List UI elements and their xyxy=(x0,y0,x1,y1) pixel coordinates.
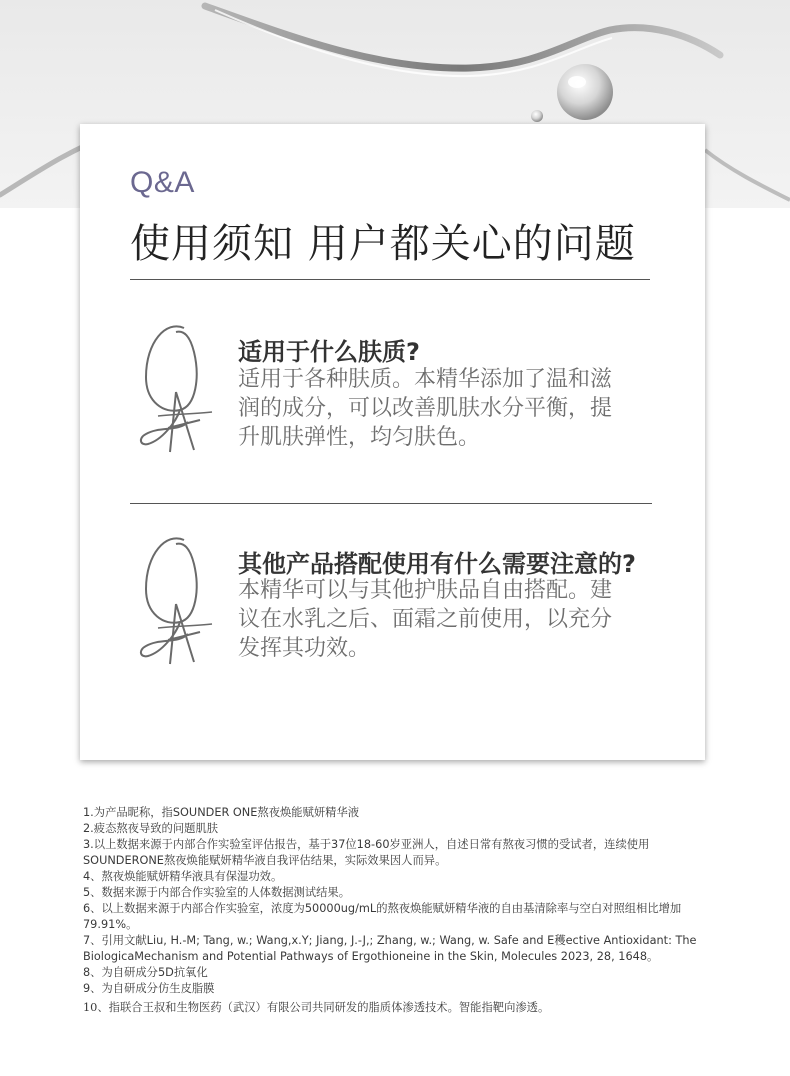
qa-monogram-icon xyxy=(136,534,216,669)
page-title: 使用须知 用户都关心的问题 xyxy=(130,221,636,267)
footnote: 7、引用文献Liu, H.-M; Tang, w.; Wang,x.Y; Jiang, J.-J,; Zhang, w.; Wang, w. Safe and E穫ective Antioxidant: The BiologicaMechanism and Potential Pathways of Ergothioneine in the Skin, Molecules 2023, 28, 1648。 xyxy=(83,934,697,963)
footnote: 6、以上数据来源于内部合作实验室，浓度为50000ug/mL的熬夜焕能赋妍精华液的自由基清除率与空白对照组相比增加79.91%。 xyxy=(83,902,682,931)
answer-2: 本精华可以与其他护肤品自由搭配。建议在水乳之后、面霜之前使用，以充分发挥其功效。 xyxy=(238,578,613,661)
footnote: 8、为自研成分5D抗氧化 xyxy=(83,966,208,979)
footnote: 2.疲态熬夜导致的问题肌肤 xyxy=(83,822,219,835)
answer-1: 适用于各种肤质。本精华添加了温和滋润的成分，可以改善肌肤水分平衡，提升肌肤弹性，均匀肤色。 xyxy=(238,367,613,450)
footnote: 10、指联合王叔和生物医药（武汉）有限公司共同研发的脂质体渗透技术。智能指靶向渗透。 xyxy=(83,1001,550,1014)
item-divider xyxy=(130,503,652,504)
footnote: 9、为自研成分仿生皮脂膜 xyxy=(83,982,215,995)
question-2: 其他产品搭配使用有什么需要注意的? xyxy=(238,550,636,578)
footnotes xyxy=(83,805,703,1016)
question-1: 适用于什么肤质? xyxy=(238,338,420,366)
qa-card xyxy=(80,124,705,760)
qa-monogram-icon xyxy=(136,322,216,457)
footnote: 1.为产品昵称，指SOUNDER ONE熬夜焕能赋妍精华液 xyxy=(83,806,360,819)
title-divider xyxy=(130,279,650,280)
qa-label: Q&A xyxy=(130,166,195,199)
footnote: 3.以上数据来源于内部合作实验室评估报告，基于37位18-60岁亚洲人，自述日常有熬夜习惯的受试者，连续使用SOUNDERONE熬夜焕能赋妍精华液自我评估结果，实际效果因人而异。 xyxy=(83,838,650,867)
footnote: 5、数据来源于内部合作实验室的人体数据测试结果。 xyxy=(83,886,351,899)
footnote: 4、熬夜焕能赋妍精华液具有保湿功效。 xyxy=(83,870,283,883)
